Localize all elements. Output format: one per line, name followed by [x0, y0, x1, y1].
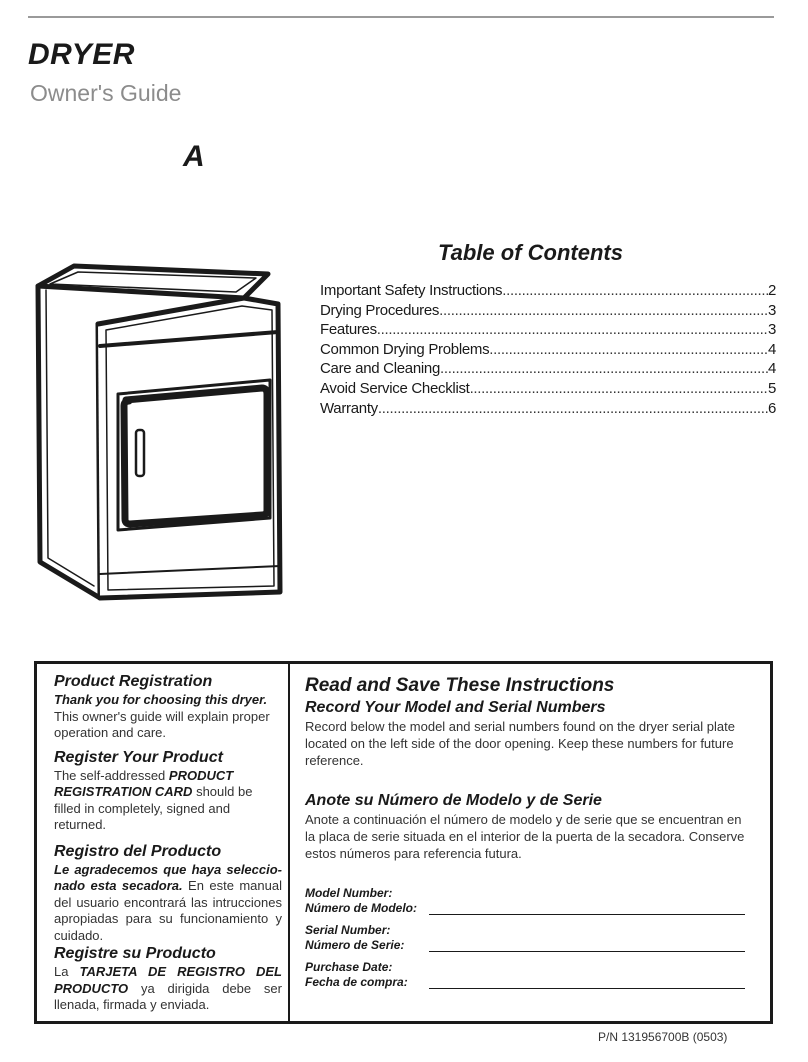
field-labels	[305, 886, 755, 916]
field-label-en: Model Number:	[305, 886, 393, 900]
dryer-illustration	[30, 262, 310, 612]
write-in-line[interactable]	[429, 988, 745, 989]
dot-leader	[439, 302, 768, 319]
top-rule	[28, 16, 774, 18]
registration-column	[54, 672, 282, 1014]
toc-entry-page: 4	[767, 340, 776, 358]
dot-leader	[502, 282, 768, 299]
registre-pre: La	[54, 964, 69, 979]
record-text: Record below the model and serial numbers found on the dryer serial plate located on the left side of the door opening. Keep these numbers for future reference.	[305, 719, 735, 768]
toc-entry[interactable]	[320, 321, 776, 341]
toc-entry-label: Common Drying Problems	[320, 340, 490, 358]
toc-entry[interactable]	[320, 360, 776, 380]
toc-entry-page: 6	[767, 399, 776, 417]
write-in-line[interactable]	[429, 914, 745, 915]
dot-leader	[489, 341, 768, 358]
register-product-text	[54, 768, 282, 834]
purchase-date-field[interactable]	[305, 960, 755, 997]
table-of-contents	[320, 282, 776, 419]
registro-heading: Registro del Producto	[54, 842, 222, 860]
field-label-es: Fecha de compra:	[305, 975, 408, 989]
toc-entry-page: 3	[767, 321, 776, 339]
registre-text	[54, 964, 282, 1014]
register-pre: The self-addressed	[54, 767, 166, 783]
toc-entry[interactable]	[320, 400, 776, 420]
toc-entry-label: Warranty	[320, 399, 378, 417]
serial-number-field[interactable]	[305, 923, 755, 960]
field-label-en: Purchase Date:	[305, 960, 393, 974]
guide-text: This owner's guide will explain proper operation and care.	[54, 708, 270, 740]
registre-post: ya dirigida debe ser llenada, firmada y enviada.	[54, 980, 282, 1012]
registro-lead: Le agradecemos que haya seleccio-nado esta secadora.	[54, 861, 282, 893]
toc-entry[interactable]	[320, 282, 776, 302]
field-labels	[305, 923, 755, 953]
toc-entry-label: Avoid Service Checklist	[320, 379, 470, 397]
toc-entry-label: Features	[320, 321, 377, 339]
product-registration-heading: Product Registration	[54, 673, 213, 690]
record-fields	[305, 886, 755, 997]
toc-entry-page: 4	[767, 360, 776, 378]
field-label-es: Número de Serie:	[305, 938, 405, 952]
register-product-heading: Register Your Product	[54, 748, 223, 766]
registre-heading: Registre su Producto	[54, 945, 216, 962]
register-post: should be filled in completely, signed and returned.	[54, 784, 253, 832]
anote-heading: Anote su Número de Modelo y de Serie	[305, 792, 602, 809]
document-title: DRYER	[28, 38, 135, 71]
read-save-heading: Read and Save These Instructions	[305, 675, 615, 696]
toc-entry-label: Drying Procedures	[320, 301, 440, 319]
field-label-en: Serial Number:	[305, 923, 391, 937]
dot-leader	[377, 321, 768, 338]
thank-you-text: Thank you for choosing this dryer.	[54, 692, 268, 707]
product-registration-text	[54, 692, 282, 742]
toc-entry[interactable]	[320, 380, 776, 400]
version-letter: A	[183, 140, 205, 173]
toc-entry[interactable]	[320, 302, 776, 322]
field-labels	[305, 960, 755, 990]
part-number: P/N 131956700B (0503)	[598, 1030, 728, 1044]
toc-entry-page: 5	[767, 379, 776, 397]
toc-heading: Table of Contents	[438, 240, 623, 265]
anote-text: Anote a continuación el número de modelo y de serie que se encuentran en la placa de serie situada en el interior de la puerta de la secadora. Conserve estos números para referencia futura.	[305, 812, 745, 861]
registro-body: En este manual del usuario encontrará las intrucciones apropiadas para su funcionamiento y cuidado.	[54, 878, 282, 943]
field-label-es: Número de Modelo:	[305, 901, 418, 915]
dot-leader	[470, 380, 768, 397]
record-heading: Record Your Model and Serial Numbers	[305, 699, 606, 716]
tarjeta-name: TARJETA DE REGISTRO DEL PRODUCTO	[54, 964, 282, 996]
column-divider	[288, 664, 290, 1021]
toc-entry-page: 2	[767, 282, 776, 299]
toc-entry-label: Care and Cleaning	[320, 360, 440, 378]
registration-box	[34, 661, 773, 1024]
dot-leader	[440, 360, 768, 377]
registration-card-name: PRODUCT REGISTRATION CARD	[54, 767, 234, 799]
instructions-column	[305, 674, 755, 862]
dot-leader	[378, 400, 768, 417]
model-number-field[interactable]	[305, 886, 755, 923]
toc-entry-label: Important Safety Instructions	[320, 282, 503, 299]
toc-entry-page: 3	[767, 301, 776, 319]
write-in-line[interactable]	[429, 951, 745, 952]
document-subtitle: Owner's Guide	[30, 80, 182, 106]
registro-text	[54, 862, 282, 945]
toc-entry[interactable]	[320, 341, 776, 361]
